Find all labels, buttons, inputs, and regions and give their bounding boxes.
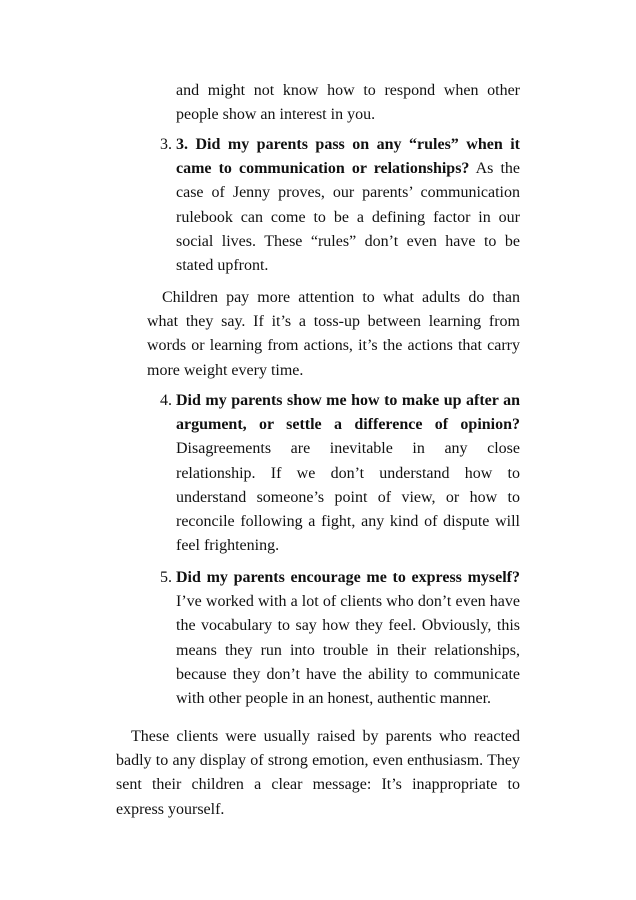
continuation-text: and might not know how to respond when other people show an interest in you.	[176, 82, 520, 124]
list-item-heading: Did my parents show me how to make up after an argument, or settle a difference of opinion?	[176, 392, 520, 434]
list-item-body: Disagreements are inevitable in any close relationship. If we don’t understand how to understand someone’s point of view, or how to reconcile following a fight, any kind of dispute will feel frightening.	[176, 440, 520, 555]
body-paragraph: These clients were usually raised by parents who reacted badly to any display of strong emotion, even enthusiasm. They sent their children a clear message: It’s inappropriate to express yourself.	[116, 728, 520, 818]
list-item-body: As the case of Jenny proves, our parents’ communication rulebook can come to be a defining factor in our social lives. These “rules” don’t even have to be stated upfront.	[176, 160, 520, 275]
list-number: 5.	[160, 569, 172, 586]
list-item	[176, 133, 520, 278]
list-item-body: I’ve worked with a lot of clients who don’t even have the vocabulary to say how they feel. Obviously, this means they run into trouble in their relationships, because they don’t have the ability to communicate with other people in an honest, authentic manner.	[176, 593, 520, 708]
list-item-heading: 3. Did my parents pass on any “rules” when it came to communication or relationships?	[176, 136, 520, 178]
list-number: 4.	[160, 392, 172, 409]
list-item-heading: Did my parents encourage me to express myself?	[176, 569, 520, 586]
body-paragraph: Children pay more attention to what adults do than what they say. If it’s a toss-up between learning from words or learning from actions, it’s the actions that carry more weight every time.	[147, 289, 520, 379]
list-item	[176, 389, 520, 558]
list-item	[176, 566, 520, 711]
list-number: 3.	[160, 136, 172, 153]
